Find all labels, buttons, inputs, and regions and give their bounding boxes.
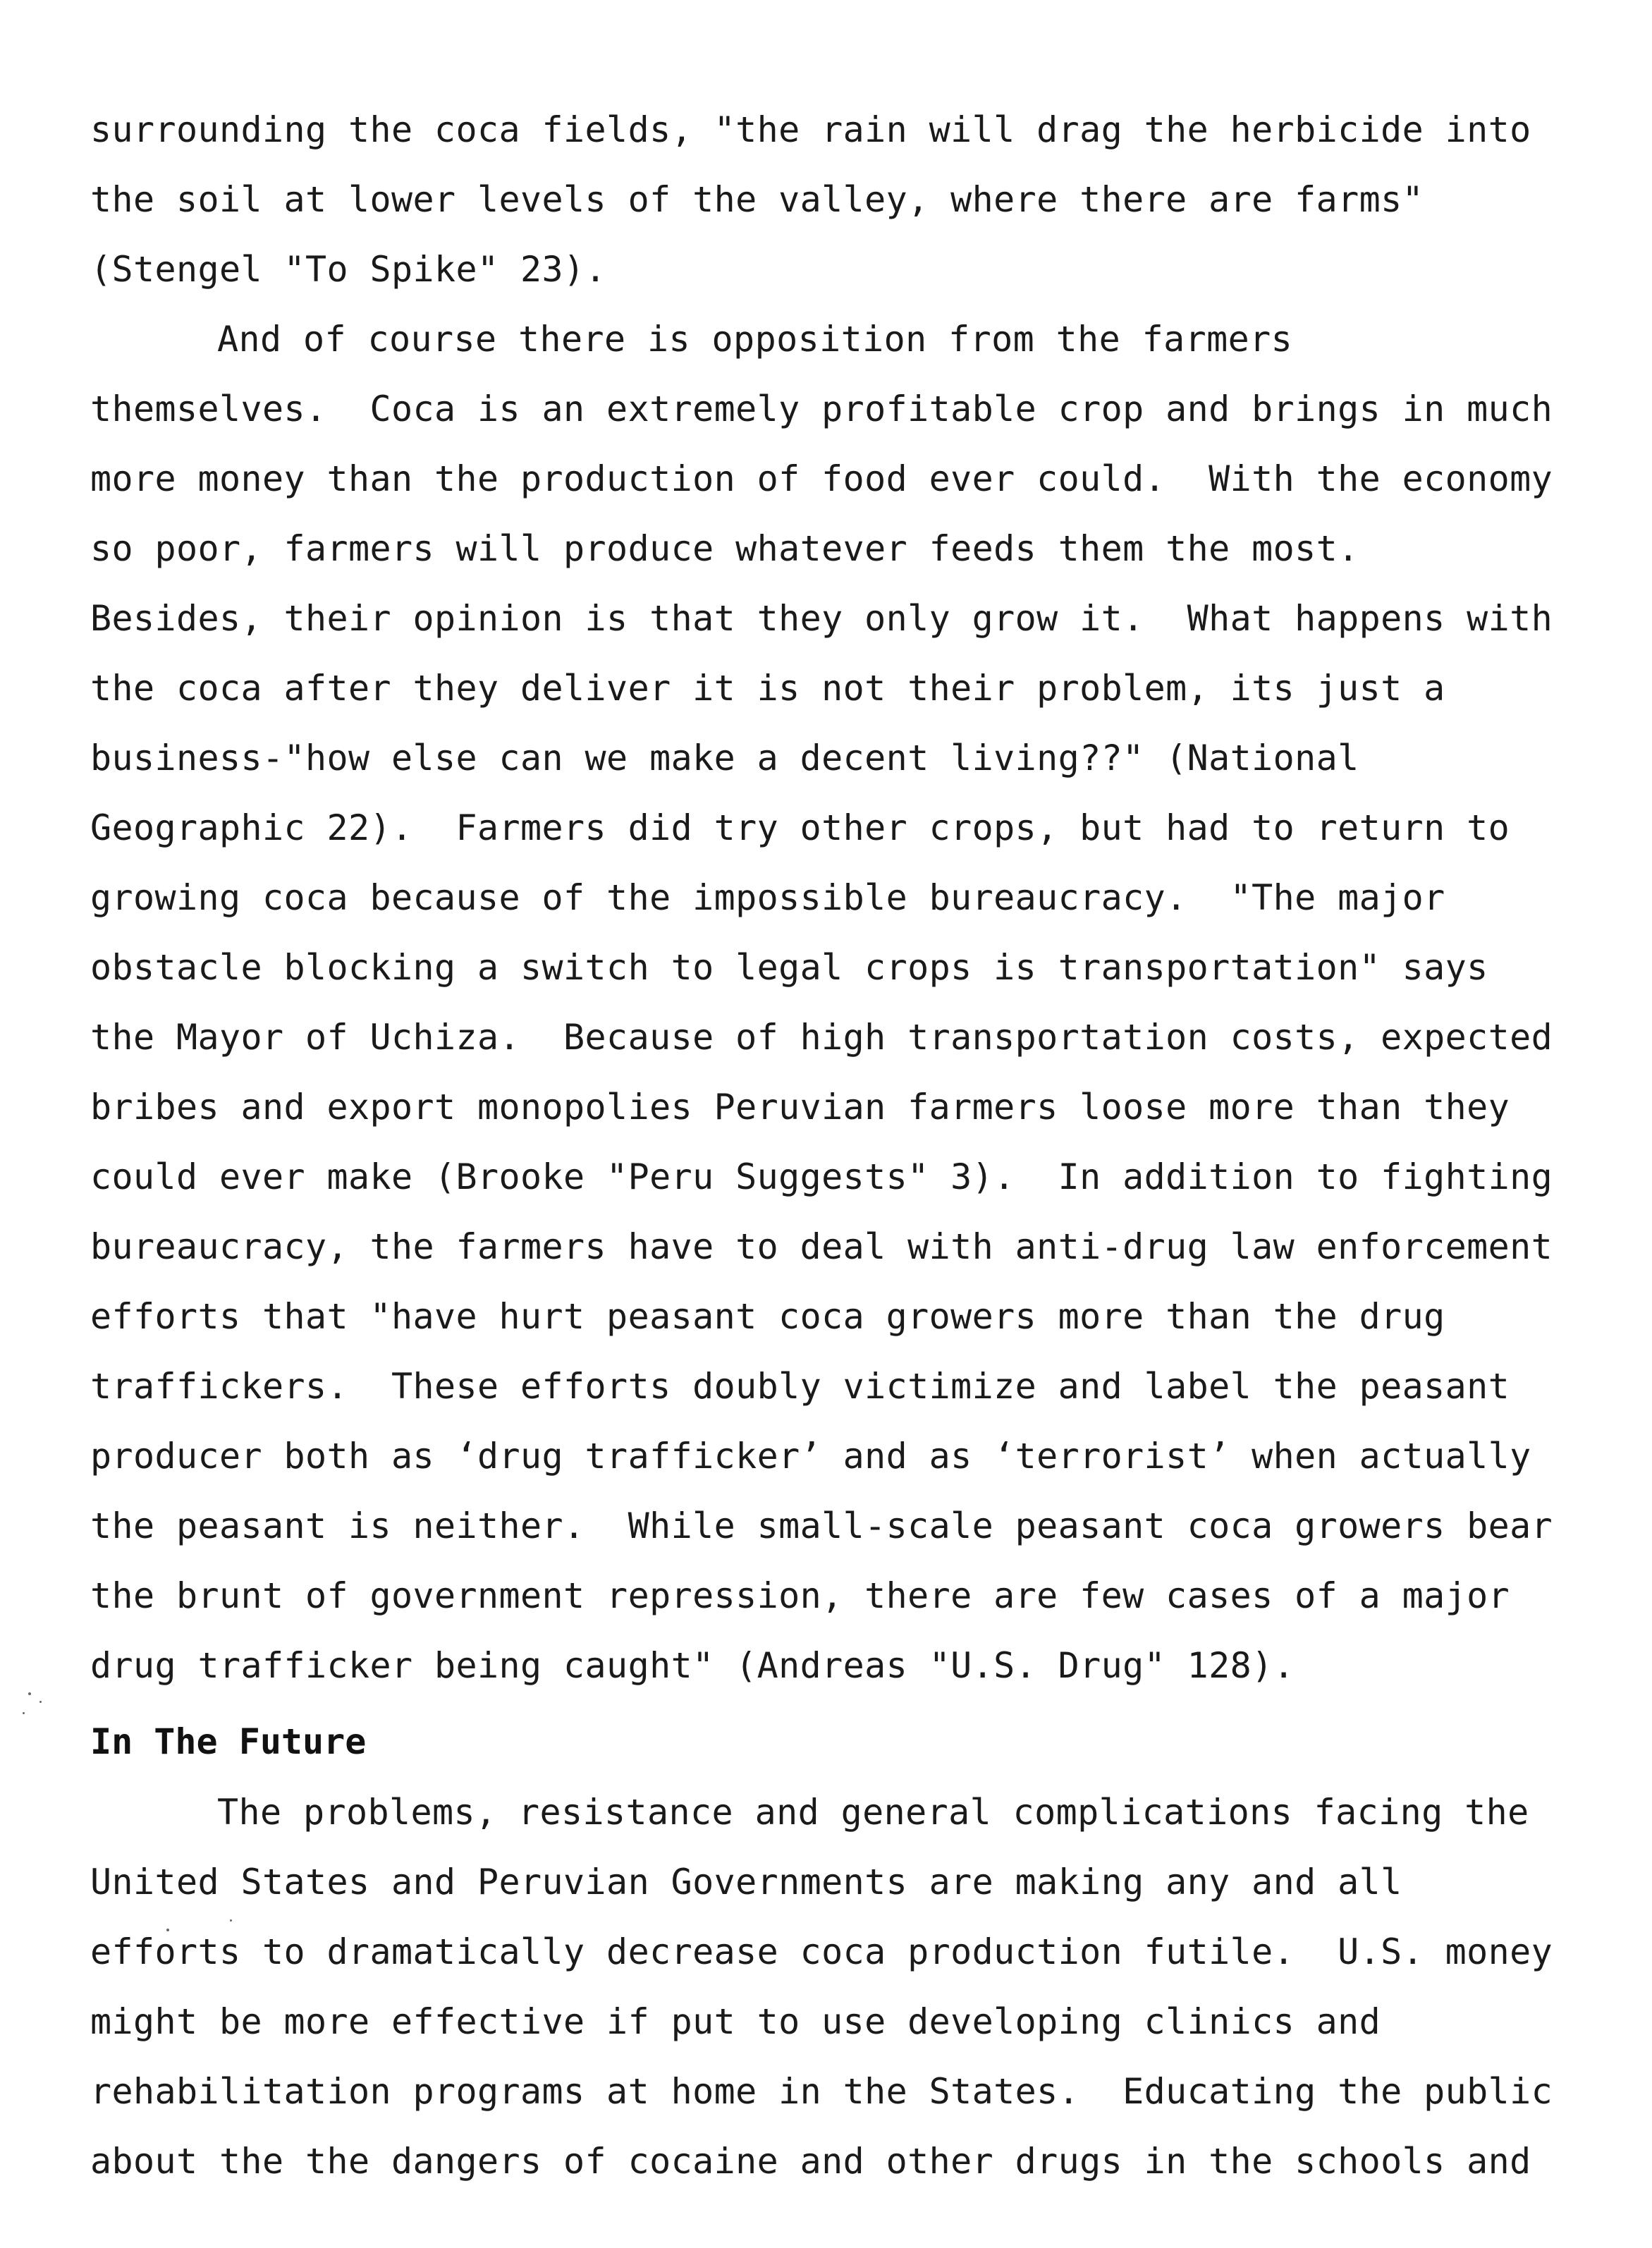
text-line: Geographic 22). Farmers did try other crops, but had to return to bbox=[90, 807, 1510, 848]
text-line: the soil at lower levels of the valley, where there are farms" bbox=[90, 179, 1424, 220]
text-line: more money than the production of food ever could. With the economy bbox=[90, 458, 1553, 499]
text-line: the Mayor of Uchiza. Because of high transportation costs, expected bbox=[90, 1017, 1553, 1058]
text-line: traffickers. These efforts doubly victimize and label the peasant bbox=[90, 1366, 1510, 1407]
text-line: efforts to dramatically decrease coca production futile. U.S. money bbox=[90, 1931, 1553, 1972]
text-line: could ever make (Brooke "Peru Suggests" 3). In addition to fighting bbox=[90, 1156, 1553, 1197]
section-heading: In The Future bbox=[90, 1721, 367, 1762]
text-line: about the the dangers of cocaine and other drugs in the schools and bbox=[90, 2141, 1531, 2182]
text-line: so poor, farmers will produce whatever feeds them the most. bbox=[90, 528, 1359, 569]
scan-speck bbox=[166, 1929, 169, 1931]
text-line: business-"how else can we make a decent living??" (National bbox=[90, 738, 1359, 778]
text-line: the peasant is neither. While small-scale peasant coca growers bear bbox=[90, 1505, 1553, 1546]
text-line: the brunt of government repression, there are few cases of a major bbox=[90, 1575, 1510, 1616]
text-line: bureaucracy, the farmers have to deal with anti-drug law enforcement bbox=[90, 1226, 1553, 1267]
text-line: obstacle blocking a switch to legal crops is transportation" says bbox=[90, 947, 1488, 988]
text-line: drug trafficker being caught" (Andreas "U.S. Drug" 128). bbox=[90, 1645, 1295, 1686]
text-line: (Stengel "To Spike" 23). bbox=[90, 249, 607, 290]
scan-speck bbox=[23, 1712, 25, 1714]
text-line: Besides, their opinion is that they only grow it. What happens with bbox=[90, 598, 1553, 639]
text-line: themselves. Coca is an extremely profitable crop and brings in much bbox=[90, 389, 1553, 429]
text-line: rehabilitation programs at home in the States. Educating the public bbox=[90, 2071, 1553, 2112]
text-line: the coca after they deliver it is not their problem, its just a bbox=[90, 668, 1445, 709]
text-line: surrounding the coca fields, "the rain will drag the herbicide into bbox=[90, 109, 1531, 150]
scan-speck bbox=[39, 1701, 42, 1703]
text-line: efforts that "have hurt peasant coca growers more than the drug bbox=[90, 1296, 1445, 1337]
text-line: growing coca because of the impossible bureaucracy. "The major bbox=[90, 877, 1445, 918]
scan-speck bbox=[28, 1692, 31, 1695]
text-line: might be more effective if put to use developing clinics and bbox=[90, 2001, 1381, 2042]
scan-speck bbox=[230, 1919, 232, 1922]
paragraph-first-line: The problems, resistance and general complications facing the bbox=[217, 1792, 1529, 1833]
paragraph-first-line: And of course there is opposition from the farmers bbox=[217, 319, 1293, 360]
text-line: United States and Peruvian Governments are making any and all bbox=[90, 1862, 1402, 1902]
text-line: bribes and export monopolies Peruvian farmers loose more than they bbox=[90, 1087, 1510, 1128]
text-line: producer both as ‘drug trafficker’ and as ‘terrorist’ when actually bbox=[90, 1436, 1531, 1477]
